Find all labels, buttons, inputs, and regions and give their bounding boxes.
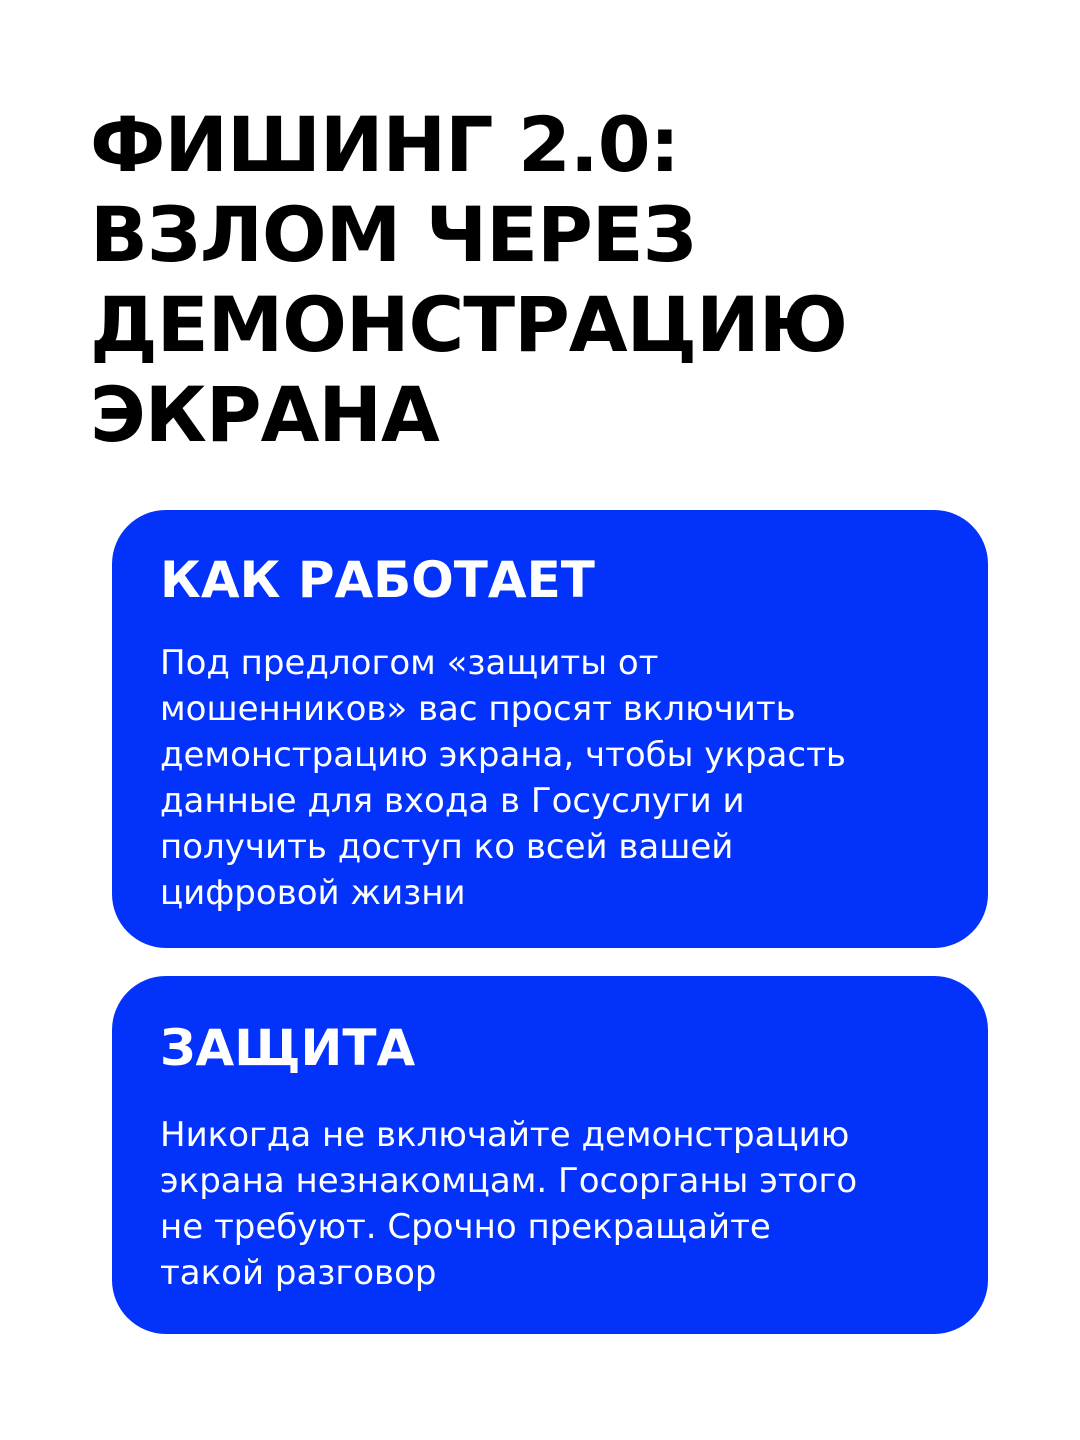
how-it-works-line: Под предлогом «защиты от: [160, 643, 659, 683]
protection-title: ЗАЩИТА: [160, 1019, 416, 1077]
headline-line: ЭКРАНА: [90, 370, 439, 459]
headline-line: ФИШИНГ 2.0:: [90, 100, 679, 189]
headline-line: ДЕМОНСТРАЦИЮ: [90, 280, 847, 369]
protection-card: [112, 976, 988, 1334]
how-it-works-card: [112, 510, 988, 948]
protection-line: экрана незнакомцам. Госорганы этого: [160, 1161, 858, 1201]
page-title: [90, 100, 1030, 460]
protection-line: такой разговор: [160, 1253, 437, 1293]
how-it-works-line: получить доступ ко всей вашей: [160, 827, 734, 867]
how-it-works-line: цифровой жизни: [160, 873, 466, 913]
protection-text: [160, 1112, 948, 1296]
how-it-works-line: данные для входа в Госуслуги и: [160, 781, 745, 821]
protection-line: не требуют. Срочно прекращайте: [160, 1207, 771, 1247]
protection-line: Никогда не включайте демонстрацию: [160, 1115, 850, 1155]
how-it-works-text: [160, 640, 948, 916]
how-it-works-line: демонстрацию экрана, чтобы украсть: [160, 735, 846, 775]
how-it-works-title: КАК РАБОТАЕТ: [160, 551, 595, 609]
headline-line: ВЗЛОМ ЧЕРЕЗ: [90, 190, 696, 279]
how-it-works-line: мошенников» вас просят включить: [160, 689, 796, 729]
